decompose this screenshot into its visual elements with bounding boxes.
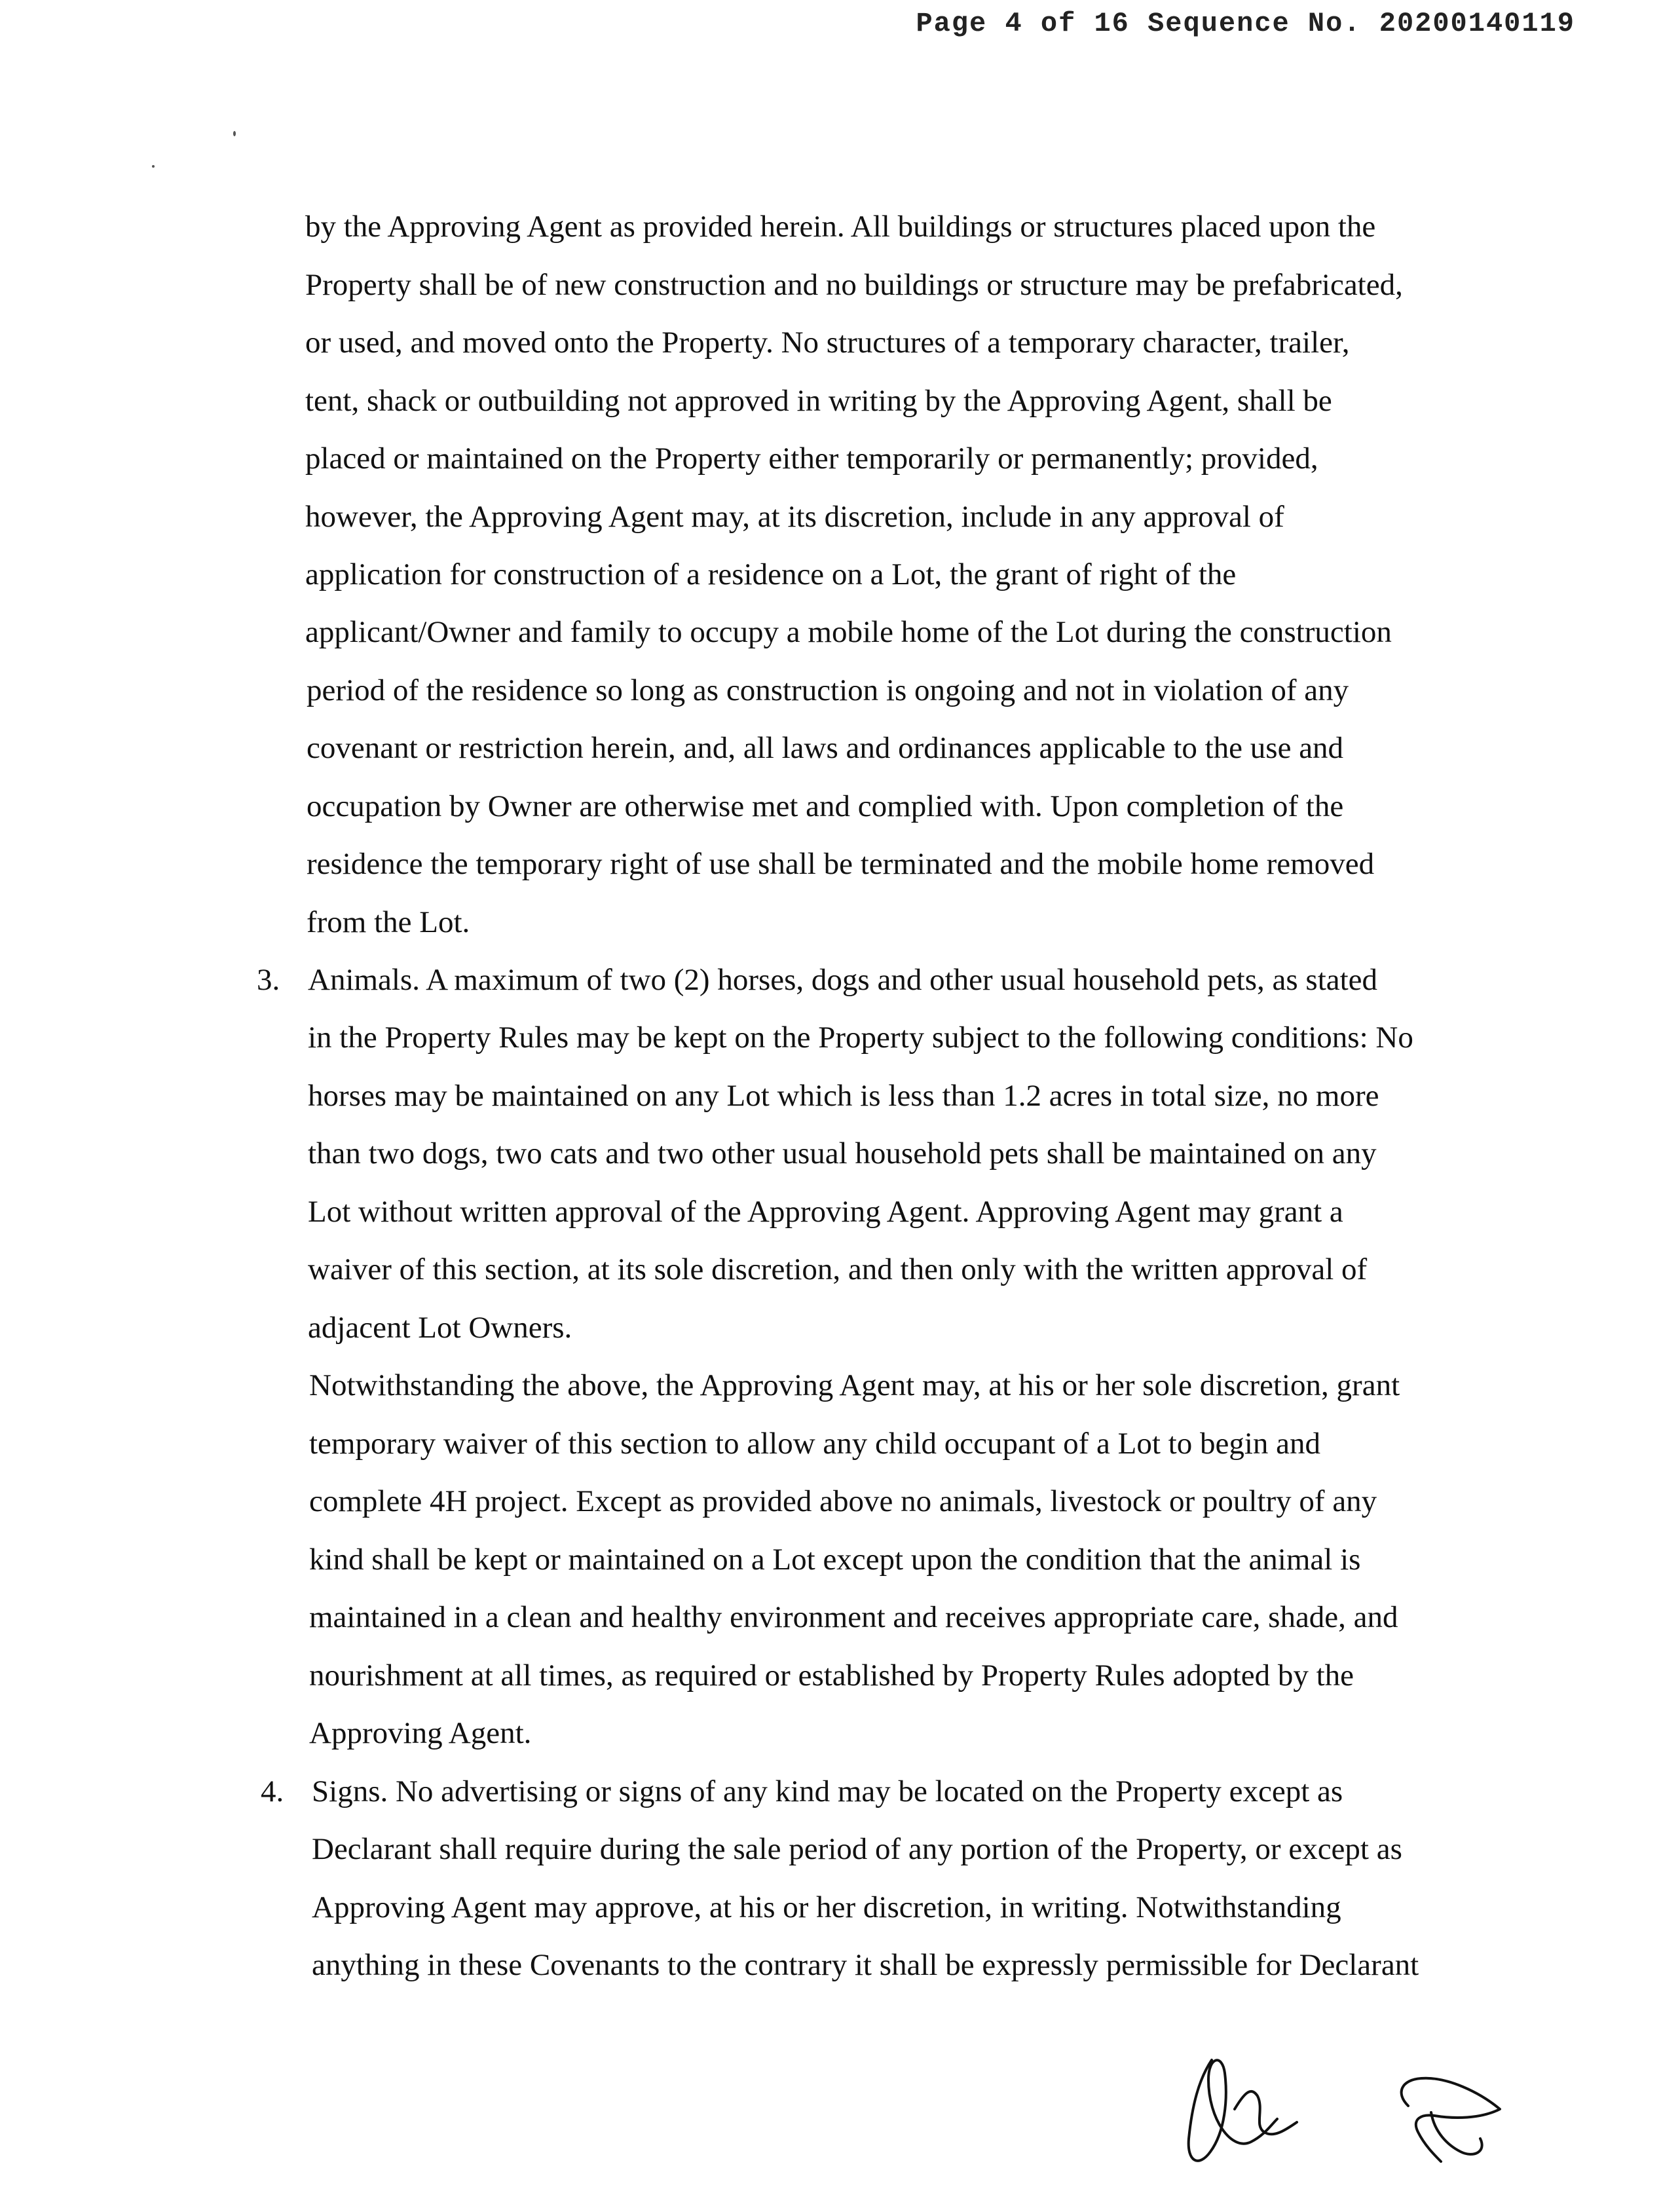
initials-left-mark (1189, 2060, 1277, 2161)
body-line: occupation by Owner are otherwise met and complied with. Upon completion of the (307, 789, 1344, 823)
body-line: from the Lot. (307, 905, 470, 939)
section-line: than two dogs, two cats and two other usual household pets shall be maintained on any (308, 1136, 1377, 1170)
body-line: Property shall be of new construction and no buildings or structure may be prefabricated, (305, 268, 1403, 302)
section-line: kind shall be kept or maintained on a Lot except upon the condition that the animal is (309, 1543, 1361, 1577)
page-header: Page 4 of 16 Sequence No. 20200140119 (916, 8, 1575, 39)
scan-speck (233, 131, 236, 136)
body-line: residence the temporary right of use shall be terminated and the mobile home removed (307, 847, 1375, 881)
body-line: however, the Approving Agent may, at its discretion, include in any approval of (305, 500, 1284, 534)
section-line: temporary waiver of this section to allow any child occupant of a Lot to begin and (309, 1427, 1321, 1461)
scan-speck (152, 165, 155, 168)
section-line: Declarant shall require during the sale period of any portion of the Property, or except as (312, 1832, 1402, 1866)
section-line: Animals. A maximum of two (2) horses, dogs and other usual household pets, as stated (308, 963, 1378, 997)
section-line: adjacent Lot Owners. (308, 1311, 572, 1345)
initials-left-mark (1235, 2091, 1297, 2134)
section-line: maintained in a clean and healthy environment and receives appropriate care, shade, and (309, 1600, 1398, 1634)
section-line: Approving Agent may approve, at his or her discretion, in writing. Notwithstanding (312, 1890, 1341, 1924)
body-line: by the Approving Agent as provided herein. All buildings or structures placed upon the (305, 210, 1376, 244)
body-line: application for construction of a residence on a Lot, the grant of right of the (305, 557, 1237, 591)
section-line: waiver of this section, at its sole discretion, and then only with the written approval of (308, 1252, 1368, 1286)
section-line: anything in these Covenants to the contrary it shall be expressly permissible for Declarant (312, 1948, 1419, 1982)
section-line: Lot without written approval of the Approving Agent. Approving Agent may grant a (308, 1195, 1343, 1229)
section-line: Approving Agent. (309, 1716, 532, 1750)
section-line: complete 4H project. Except as provided above no animals, livestock or poultry of any (309, 1484, 1377, 1518)
section-line: in the Property Rules may be kept on the Property subject to the following conditions: No (308, 1021, 1413, 1055)
body-line: tent, shack or outbuilding not approved in writing by the Approving Agent, shall be (305, 384, 1332, 418)
section-number: 4. (261, 1774, 284, 1808)
section-line: Notwithstanding the above, the Approving Agent may, at his or her sole discretion, grant (309, 1368, 1400, 1402)
body-line: covenant or restriction herein, and, all laws and ordinances applicable to the use and (307, 731, 1344, 765)
section-number: 3. (257, 963, 280, 997)
initials-signature (1172, 2047, 1526, 2178)
body-line: applicant/Owner and family to occupy a mobile home of the Lot during the construction (305, 615, 1392, 649)
body-line: period of the residence so long as construction is ongoing and not in violation of any (307, 673, 1349, 707)
body-line: placed or maintained on the Property either temporarily or permanently; provided, (305, 441, 1318, 476)
initials-right-mark (1402, 2078, 1500, 2162)
section-line: horses may be maintained on any Lot which is less than 1.2 acres in total size, no more (308, 1079, 1379, 1113)
section-line: Signs. No advertising or signs of any kind may be located on the Property except as (312, 1774, 1343, 1808)
section-line: nourishment at all times, as required or established by Property Rules adopted by the (309, 1658, 1354, 1693)
body-line: or used, and moved onto the Property. No structures of a temporary character, trailer, (305, 326, 1350, 360)
